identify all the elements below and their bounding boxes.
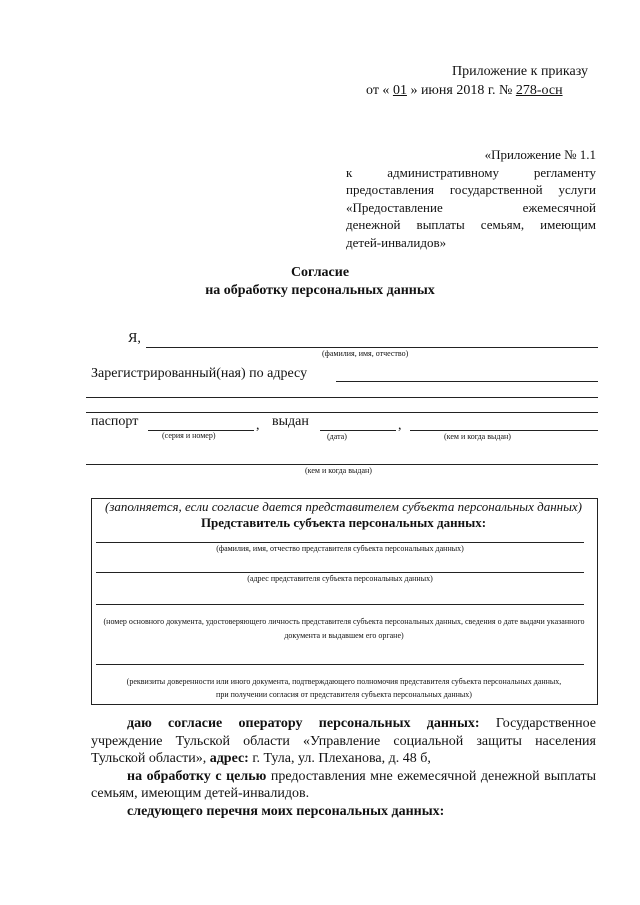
issued-label: выдан xyxy=(272,414,309,429)
series-hint: (серия и номер) xyxy=(162,431,216,440)
rep-doc-line[interactable] xyxy=(96,604,584,605)
comma-1: , xyxy=(256,418,260,433)
purpose-line-2: семьям, имеющим детей-инвалидов. xyxy=(91,786,310,801)
rep-power-hint-2: при получении согласия от представителя субъекта персональных данных) xyxy=(216,690,472,699)
issuer-hint-2: (кем и когда выдан) xyxy=(305,466,372,475)
annex-line-1: «Приложение № 1.1 xyxy=(484,147,596,162)
issuer-hint: (кем и когда выдан) xyxy=(444,432,511,441)
purpose-label: на обработку с целью xyxy=(127,768,267,784)
registered-label: Зарегистрированный(ная) по адресу xyxy=(91,366,308,381)
consent-line-3 xyxy=(91,750,596,768)
order-date-prefix: от « xyxy=(366,83,390,98)
order-number: 278-осн xyxy=(515,83,563,98)
representative-note: (заполняется, если согласие дается представителем субъекта персональных данных) xyxy=(104,499,582,514)
comma-2: , xyxy=(398,418,402,433)
fio-hint: (фамилия, имя, отчество) xyxy=(322,349,409,358)
consent-line-2: учреждение Тульской области «Управление социальной защиты населения xyxy=(91,733,596,749)
purpose-line-1 xyxy=(91,768,596,786)
annex-line-6: детей-инвалидов» xyxy=(346,234,447,250)
rep-power-hint-1: (реквизиты доверенности или иного документа, подтверждающего полномочия представителя субъекта персональных данных, xyxy=(126,677,562,686)
consent-address-text: г. Тула, ул. Плеханова, д. 48 б, xyxy=(248,751,431,766)
order-date-mid: » июня 2018 г. № xyxy=(410,83,513,98)
consent-line-3-text: Тульской области», xyxy=(91,751,210,766)
annex-line-2: к административному регламенту xyxy=(346,164,596,180)
address-line-3[interactable] xyxy=(86,412,598,413)
rep-address-line[interactable] xyxy=(96,572,584,573)
fio-line[interactable] xyxy=(146,347,598,348)
annex-line-3: предоставления государственной услуги xyxy=(346,182,596,197)
order-annex-label: Приложение к приказу xyxy=(452,64,588,79)
rep-doc-hint-1: (номер основного документа, удостоверяющего личность представителя субъекта персональных данных, сведения о дате выдачи указанного xyxy=(103,617,585,626)
order-date-line xyxy=(366,83,563,99)
consent-address-label: адрес: xyxy=(209,751,249,766)
rep-doc-hint-2: документа и выдавшем его органе) xyxy=(284,631,404,640)
annex-line-5: денежной выплаты семьям, имеющим xyxy=(346,217,596,232)
annex-line-4: «Предоставление ежемесячной xyxy=(346,199,596,215)
consent-operator-text: Государственное xyxy=(479,716,596,731)
issuer-line-2[interactable] xyxy=(86,464,598,465)
purpose-text: предоставления мне ежемесячной денежной выплаты xyxy=(266,768,596,784)
address-line-1[interactable] xyxy=(336,381,598,382)
issue-date-line[interactable] xyxy=(320,430,396,431)
rep-fio-line[interactable] xyxy=(96,542,584,543)
rep-power-line[interactable] xyxy=(96,664,584,665)
passport-label: паспорт xyxy=(91,414,139,429)
order-day: 01 xyxy=(392,83,407,98)
document-title: Согласие xyxy=(290,265,350,280)
ya-label: Я, xyxy=(128,331,141,346)
rep-address-hint: (адрес представителя субъекта персональных данных) xyxy=(247,574,433,583)
address-line-2[interactable] xyxy=(86,397,598,398)
document-subtitle: на обработку персональных данных xyxy=(205,283,435,298)
consent-line-1 xyxy=(91,715,596,733)
representative-heading: Представитель субъекта персональных данных: xyxy=(200,515,487,530)
annex-block xyxy=(346,146,596,251)
consent-paragraph xyxy=(91,715,596,820)
date-hint: (дата) xyxy=(327,432,347,441)
data-list-heading: следующего перечня моих персональных данных: xyxy=(127,803,445,819)
consent-operator-label: даю согласие оператору персональных данных: xyxy=(127,716,480,731)
issuer-line[interactable] xyxy=(410,430,598,431)
rep-fio-hint: (фамилия, имя, отчество представителя субъекта персональных данных) xyxy=(216,544,464,553)
